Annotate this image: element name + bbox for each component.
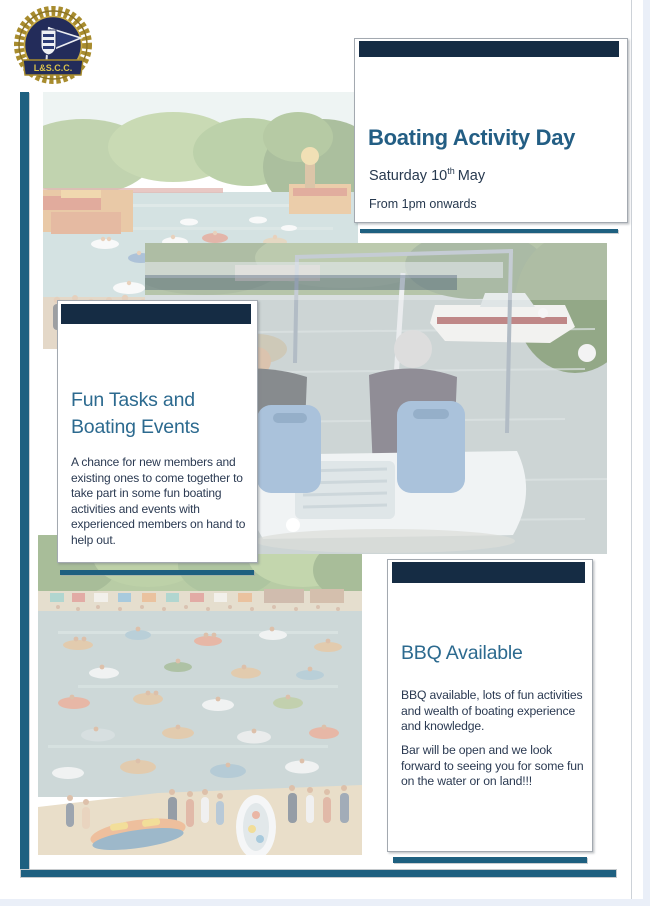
fun-card-underline-bar <box>60 570 254 575</box>
page-border-line <box>631 0 632 899</box>
page-edge-right <box>643 0 650 906</box>
footer-accent-bar <box>20 869 617 878</box>
fun-card-heading <box>71 387 199 441</box>
event-date-ordinal: th <box>447 166 455 176</box>
club-crest-text: L&S.C.C. <box>33 63 73 73</box>
fun-card-body: A chance for new members and existing ones to come together to take part in some fun boating activities and events with experienced members on hand to help out. <box>71 455 246 547</box>
overlay-band-navy <box>145 275 457 290</box>
fun-heading-line2: Boating Events <box>71 416 200 438</box>
bbq-card-underline-bar <box>393 857 587 863</box>
fun-card-header-bar <box>61 304 251 324</box>
bbq-card-paragraph-2: Bar will be open and we look forward to seeing you for some fun on the water or on land!!! <box>401 743 584 789</box>
bbq-card-heading: BBQ Available <box>401 642 523 664</box>
bbq-card <box>387 559 593 852</box>
fun-tasks-card <box>57 300 258 563</box>
bbq-card-header-bar <box>392 562 585 583</box>
title-underline-bar <box>360 229 618 233</box>
page-edge-bottom <box>0 899 650 906</box>
title-card <box>354 38 628 223</box>
club-crest-logo <box>10 5 97 90</box>
event-date-day: Saturday 10 <box>369 167 448 184</box>
event-time: From 1pm onwards <box>369 197 477 211</box>
left-accent-bar <box>20 92 29 877</box>
event-date <box>369 166 485 184</box>
crowded-lake-rowboats-photo <box>38 535 362 855</box>
title-card-header-bar <box>359 41 619 57</box>
bbq-card-paragraph-1: BBQ available, lots of fun activities and wealth of boating experience and knowledge. <box>401 688 583 734</box>
event-title: Boating Activity Day <box>368 125 576 150</box>
event-date-month: May <box>457 167 486 184</box>
fun-heading-line1: Fun Tasks and <box>71 389 195 411</box>
